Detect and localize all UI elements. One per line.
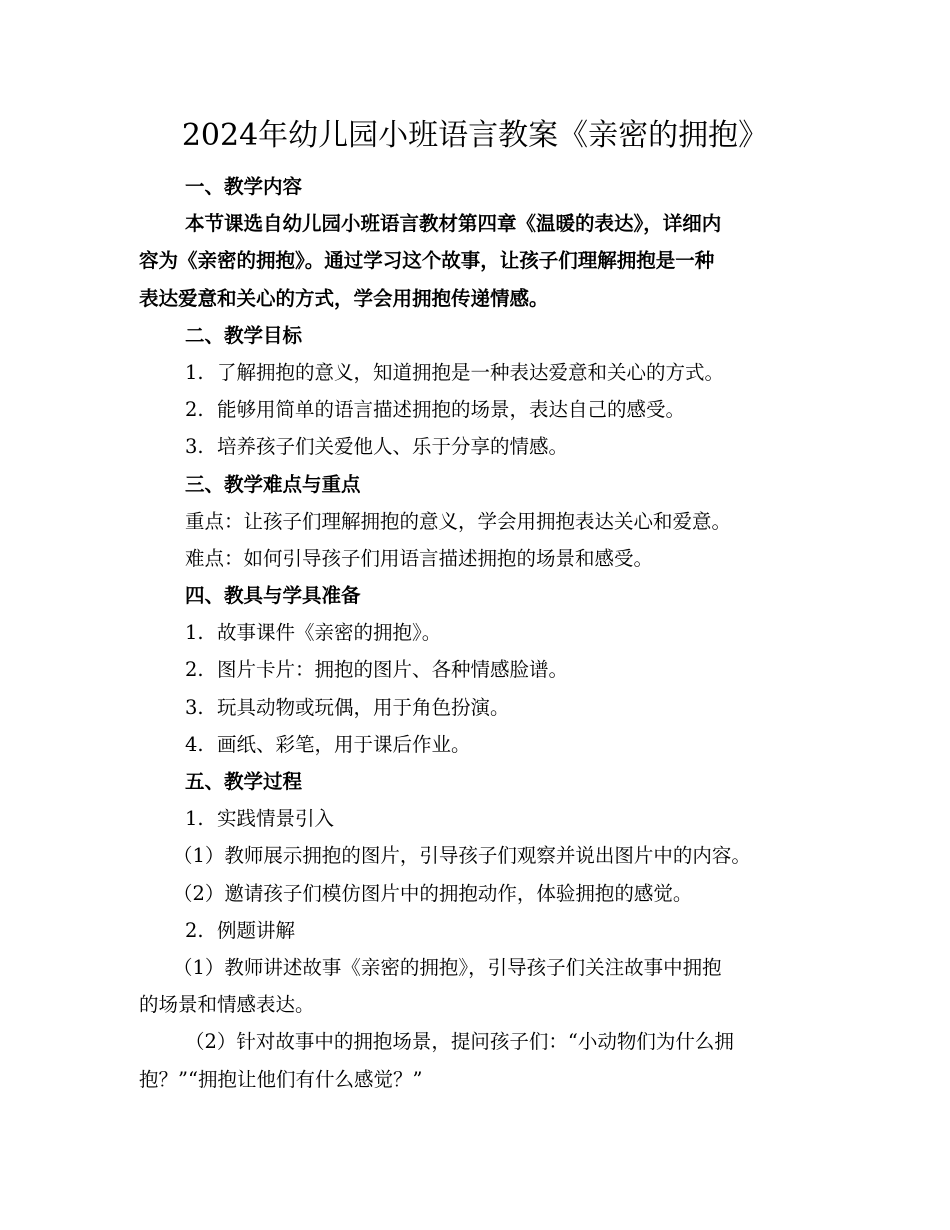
sub-step-line: 的场景和情感表达。	[139, 993, 315, 1017]
list-item-text: 图片卡片：拥抱的图片、各种情感脸谱。	[217, 658, 569, 682]
step-title	[139, 912, 819, 949]
list-item-number: 1.	[185, 621, 204, 645]
step-title	[139, 800, 819, 837]
step-title-text: 例题讲解	[217, 918, 296, 942]
sub-step-line: （2）针对故事中的拥抱场景，提问孩子们：“小动物们为什么拥	[185, 1030, 734, 1054]
list-item-text: 故事课件《亲密的拥抱》。	[217, 621, 442, 645]
step-title-text: 实践情景引入	[217, 807, 335, 831]
list-item-number: 2.	[185, 658, 204, 682]
list-item-text: 能够用简单的语言描述拥抱的场景，表达自己的感受。	[217, 398, 686, 422]
document-body	[139, 168, 819, 1098]
list-item-text: 了解拥抱的意义，知道拥抱是一种表达爱意和关心的方式。	[217, 360, 725, 384]
section-heading-content: 一、教学内容	[185, 175, 303, 198]
list-item-number: 1.	[185, 360, 204, 384]
list-item	[139, 391, 819, 428]
section-heading-goals: 二、教学目标	[185, 323, 303, 347]
section-heading-process: 五、教学过程	[185, 770, 303, 793]
step-number: 1.	[185, 807, 204, 831]
list-item-text: 培养孩子们关爱他人、乐于分享的情感。	[217, 435, 569, 459]
sub-step-line: （2）邀请孩子们模仿图片中的拥抱动作，体验拥抱的感觉。	[173, 881, 693, 905]
list-item	[139, 614, 819, 651]
paragraph-line: 容为《亲密的拥抱》。通过学习这个故事，让孩子们理解拥抱是一种	[139, 249, 715, 273]
list-item	[139, 689, 819, 726]
step-number: 2.	[185, 918, 204, 942]
key-point-line: 重点：让孩子们理解拥抱的意义，学会用拥抱表达关心和爱意。	[185, 509, 732, 533]
sub-step-line: 抱？”“拥抱让他们有什么感觉？”	[139, 1067, 423, 1091]
list-item	[139, 354, 819, 391]
list-item-text: 画纸、彩笔，用于课后作业。	[217, 732, 471, 756]
section-heading-materials: 四、教具与学具准备	[185, 584, 361, 608]
list-item-number: 4.	[185, 732, 204, 756]
sub-step-line: （1）教师讲述故事《亲密的拥抱》，引导孩子们关注故事中拥抱	[173, 955, 722, 979]
list-item	[139, 726, 819, 763]
sub-step-line: （1）教师展示拥抱的图片，引导孩子们观察并说出图片中的内容。	[173, 844, 751, 868]
section-heading-key-points: 三、教学难点与重点	[185, 472, 361, 496]
difficulty-line: 难点：如何引导孩子们用语言描述拥抱的场景和感受。	[185, 546, 654, 570]
paragraph-line: 表达爱意和关心的方式，学会用拥抱传递情感。	[139, 286, 549, 310]
list-item	[139, 428, 819, 465]
list-item-number: 2.	[185, 398, 204, 422]
paragraph-line: 本节课选自幼儿园小班语言教材第四章《温暖的表达》，详细内	[185, 212, 722, 236]
list-item	[139, 651, 819, 688]
document-title: 2024年幼儿园小班语言教案《亲密的拥抱》	[181, 118, 769, 153]
list-item-number: 3.	[185, 695, 204, 719]
list-item-number: 3.	[185, 435, 204, 459]
list-item-text: 玩具动物或玩偶，用于角色扮演。	[217, 695, 510, 719]
